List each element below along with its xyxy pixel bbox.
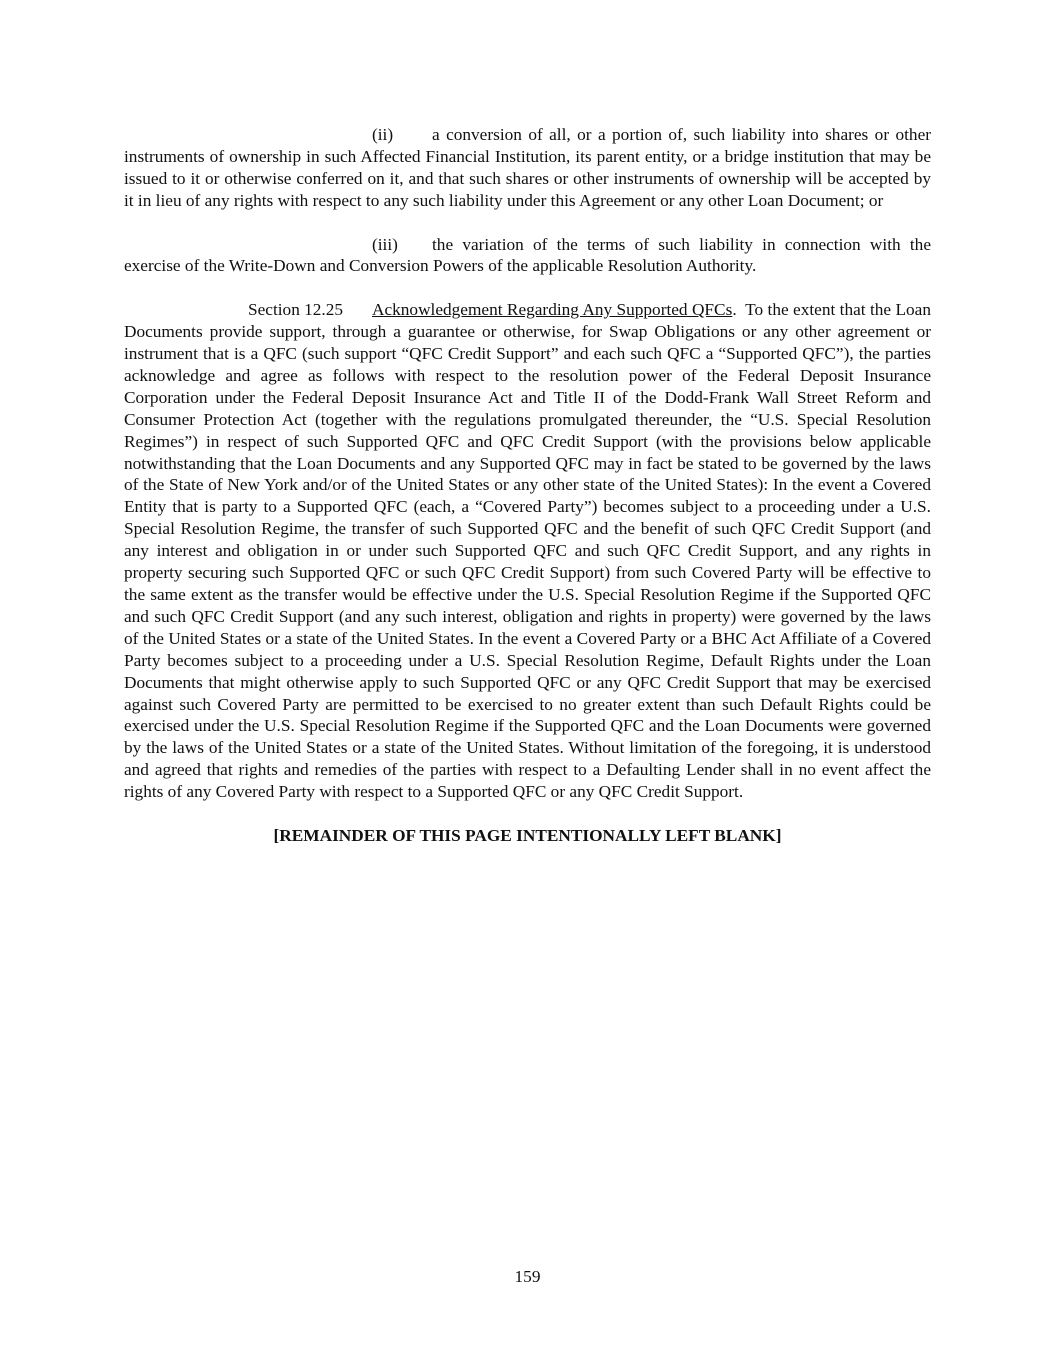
clause-ii-label: (ii) (372, 125, 394, 144)
clause-iii-label: (iii) (372, 234, 398, 254)
section-12-25 (124, 299, 931, 803)
section-body: To the extent that the Loan Documents provide support, through a guarantee or otherwise, for Swap Obligations or any other agreement or instrument that is a QFC (such support “QFC Credit Support” and each such QFC a “Supported QFC”), the parties acknowledge and agree as follows with respect to the resolution power of the Federal Deposit Insurance Corporation under the Federal Deposit Insurance Act and Title II of the Dodd-Frank Wall Street Reform and Consumer Protection Act (together with the regulations promulgated thereunder, the “U.S. Special Resolution Regimes”) in respect of such Supported QFC and QFC Credit Support (with the provisions below applicable notwithstanding that the Loan Documents and any Supported QFC may in fact be stated to be governed by the laws of the State of New York and/or of the United States or any other state of the United States): In the event a Covered Entity that is party to a Supported QFC (each, a “Covered Party”) becomes subject to a proceeding under a U.S. Special Resolution Regime, the transfer of such Supported QFC and the benefit of such QFC Credit Support (and any interest and obligation in or under such Supported QFC and such QFC Credit Support, and any rights in property securing such Supported QFC or such QFC Credit Support) from such Covered Party will be effective to the same extent as the transfer would be effective under the U.S. Special Resolution Regime if the Supported QFC and such QFC Credit Support (and any such interest, obligation and rights in property) were governed by the laws of the United States or a state of the United States. In the event a Covered Party or a BHC Act Affiliate of a Covered Party becomes subject to a proceeding under a U.S. Special Resolution Regime, Default Rights under the Loan Documents that might otherwise apply to such Supported QFC or any QFC Credit Support that may be exercised against such Covered Party are permitted to be exercised to no greater extent than such Default Rights could be exercised under the U.S. Special Resolution Regime if the Supported QFC and the Loan Documents were governed by the laws of the United States or a state of the United States. Without limitation of the foregoing, it is understood and agreed that rights and remedies of the parties with respect to a Defaulting Lender shall in no event affect the rights of any Covered Party with respect to a Supported QFC or any QFC Credit Support. (124, 300, 931, 802)
section-number: Section 12.25 (248, 300, 344, 320)
remainder-notice: [REMAINDER OF THIS PAGE INTENTIONALLY LEFT BLANK] (273, 825, 782, 845)
section-title-period: . (732, 300, 737, 320)
clause-ii (124, 124, 931, 212)
section-title: Acknowledgement Regarding Any Supported QFCs (372, 300, 733, 320)
clause-ii-text: a conversion of all, or a portion of, such liability into shares or other instruments of ownership in such Affected Financial Institution, its parent entity, or a bridge institution that may be issued to it or otherwise conferred on it, and that such shares or other instruments of ownership will be accepted by it in lieu of any rights with respect to any such liability under this Agreement or any other Loan Document; or (124, 125, 931, 210)
clause-iii (124, 234, 931, 278)
clause-iii-text: the variation of the terms of such liability in connection with the exercise of the Write-Down and Conversion Powers of the applicable Resolution Authority. (124, 234, 931, 276)
page-number: 159 (514, 1267, 541, 1286)
document-page (124, 124, 931, 869)
